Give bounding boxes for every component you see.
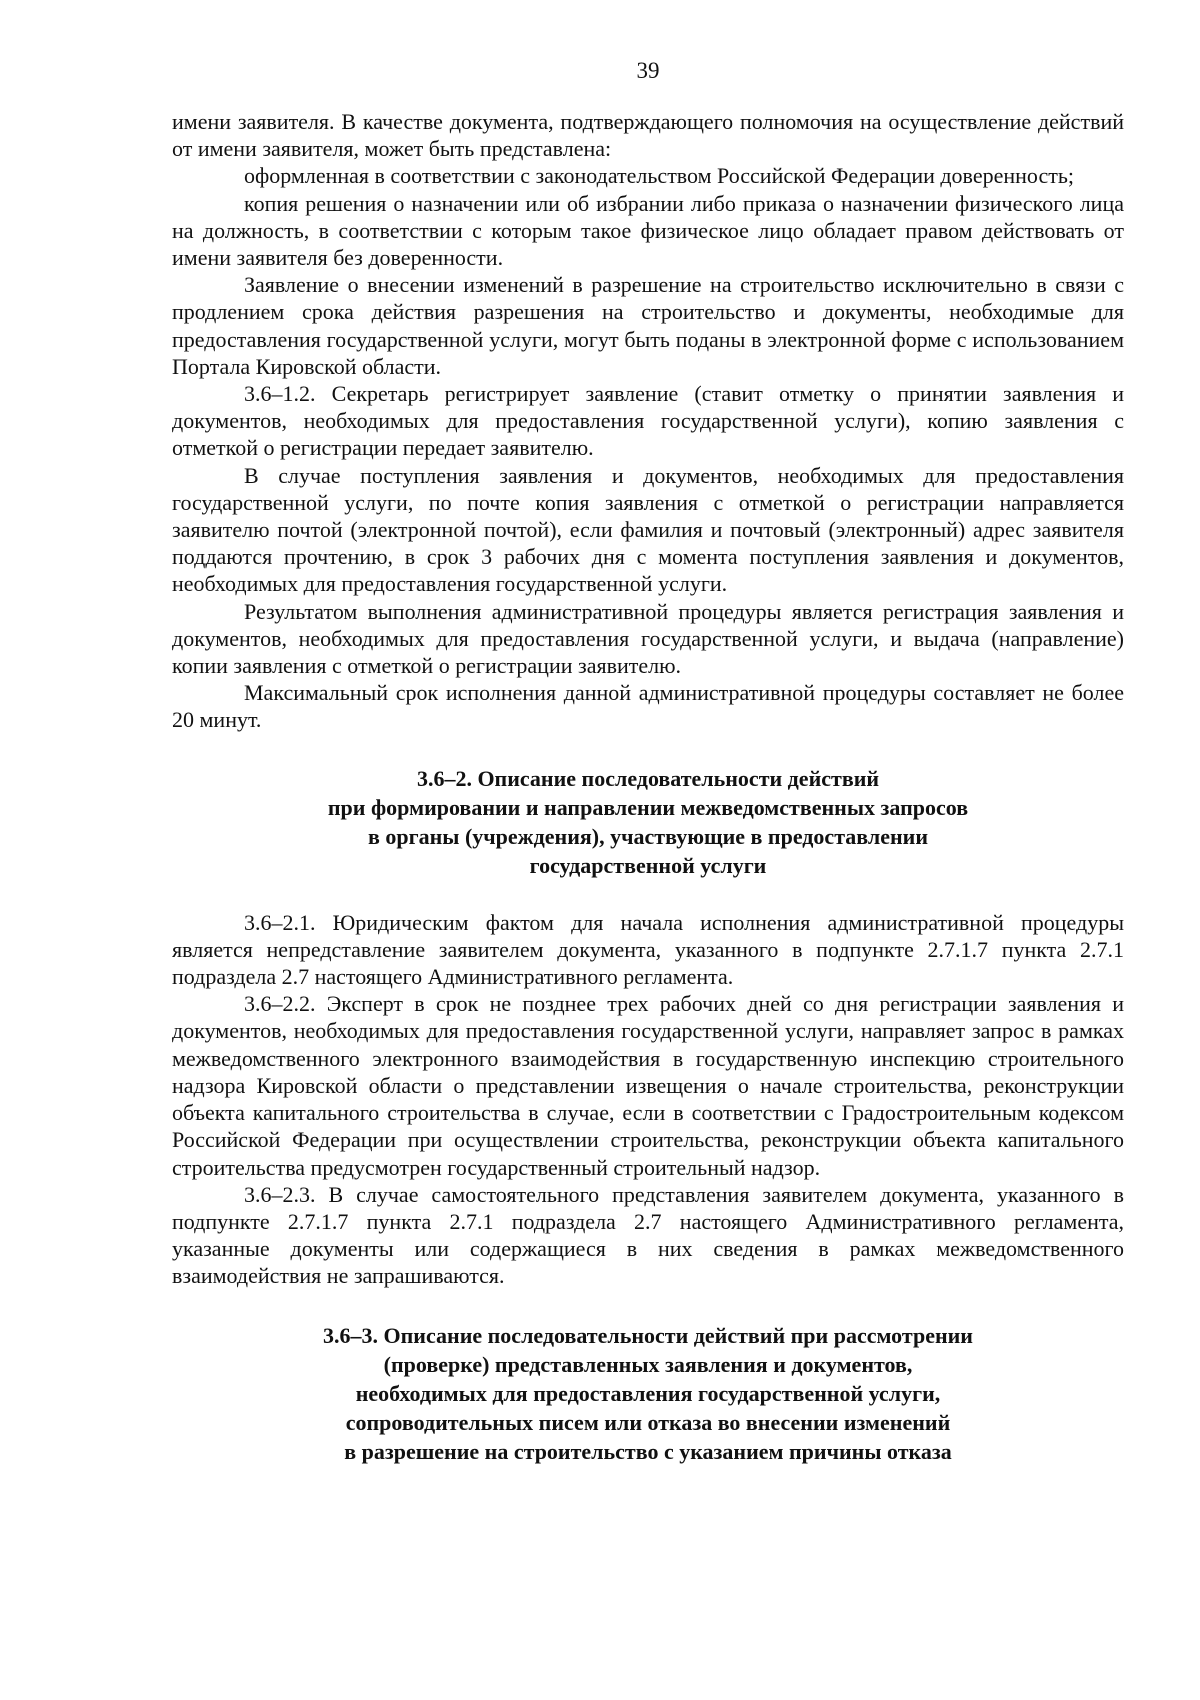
paragraph: Заявление о внесении изменений в разрешение на строительство исключительно в связи с продлением срока действия разрешения на строительство и документы, необходимые для предоставления государственной услуги, могут быть поданы в электронной форме с использованием Портала Кировской области. bbox=[172, 272, 1124, 379]
paragraph: имени заявителя. В качестве документа, подтверждающего полномочия на осуществление действий от имени заявителя, может быть представлена: bbox=[172, 109, 1124, 162]
heading-line: 3.6–3. Описание последовательности действий при рассмотрении bbox=[323, 1322, 973, 1348]
document-page bbox=[172, 56, 1124, 1466]
paragraph: 3.6–2.3. В случае самостоятельного представления заявителем документа, указанного в подпункте 2.7.1.7 пункта 2.7.1 подраздела 2.7 настоящего Административного регламента, указанные документы или содержащиеся в них сведения в рамках межведомственного взаимодействия не запрашиваются. bbox=[172, 1181, 1124, 1289]
paragraph: 3.6–1.2. Секретарь регистрирует заявление (ставит отметку о принятии заявления и документов, необходимых для предоставления государственной услуги), копию заявления с отметкой о регистрации передает заявителю. bbox=[172, 381, 1124, 461]
heading-line: при формировании и направлении межведомственных запросов bbox=[327, 794, 969, 820]
heading-line: государственной услуги bbox=[529, 852, 767, 878]
section-heading-3-6-3 bbox=[172, 1321, 1124, 1466]
page-number: 39 bbox=[636, 58, 660, 83]
heading-line: необходимых для предоставления государственной услуги, bbox=[355, 1380, 941, 1406]
paragraph: Результатом выполнения административной процедуры является регистрация заявления и документов, необходимых для предоставления государственной услуги, и выдача (направление) копии заявления с отметкой о регистрации заявителю. bbox=[172, 598, 1124, 679]
paragraph: копия решения о назначении или об избрании либо приказа о назначении физического лица на должность, в соответствии с которым такое физическое лицо обладает правом действовать от имени заявителя без доверенности. bbox=[172, 190, 1124, 271]
body-text-block-2 bbox=[172, 909, 1124, 1290]
heading-line: (проверке) представленных заявления и документов, bbox=[383, 1351, 913, 1377]
paragraph: оформленная в соответствии с законодательством Российской Федерации доверенность; bbox=[244, 163, 1074, 189]
heading-line: в разрешение на строительство с указанием причины отказа bbox=[344, 1438, 952, 1464]
heading-line: сопроводительных писем или отказа во внесении изменений bbox=[345, 1409, 951, 1435]
paragraph: Максимальный срок исполнения данной административной процедуры составляет не более 20 минут. bbox=[172, 680, 1124, 733]
section-heading-3-6-2 bbox=[172, 764, 1124, 880]
body-text-block-1 bbox=[172, 108, 1124, 734]
paragraph: В случае поступления заявления и документов, необходимых для предоставления государственной услуги, по почте копия заявления с отметкой о регистрации направляется заявителю почтой (электронной почтой), если фамилия и почтовый (электронный) адрес заявителя поддаются прочтению, в срок 3 рабочих дня с момента поступления заявления и документов, необходимых для предоставления государственной услуги. bbox=[172, 462, 1124, 597]
paragraph: 3.6–2.2. Эксперт в срок не позднее трех рабочих дней со дня регистрации заявления и документов, необходимых для предоставления государственной услуги, направляет запрос в рамках межведомственного электронного взаимодействия в государственную инспекцию строительного надзора Кировской области о представлении извещения о начале строительства, реконструкции объекта капитального строительства в случае, если в соответствии с Градостроительным кодексом Российской Федерации при осуществлении строительства, реконструкции объекта капитального строительства предусмотрен государственный строительный надзор. bbox=[172, 991, 1124, 1180]
heading-line: в органы (учреждения), участвующие в предоставлении bbox=[367, 823, 928, 849]
heading-line: 3.6–2. Описание последовательности действий bbox=[416, 765, 880, 791]
paragraph: 3.6–2.1. Юридическим фактом для начала исполнения административной процедуры является непредставление заявителем документа, указанного в подпункте 2.7.1.7 пункта 2.7.1 подраздела 2.7 настоящего Административного регламента. bbox=[172, 909, 1124, 990]
